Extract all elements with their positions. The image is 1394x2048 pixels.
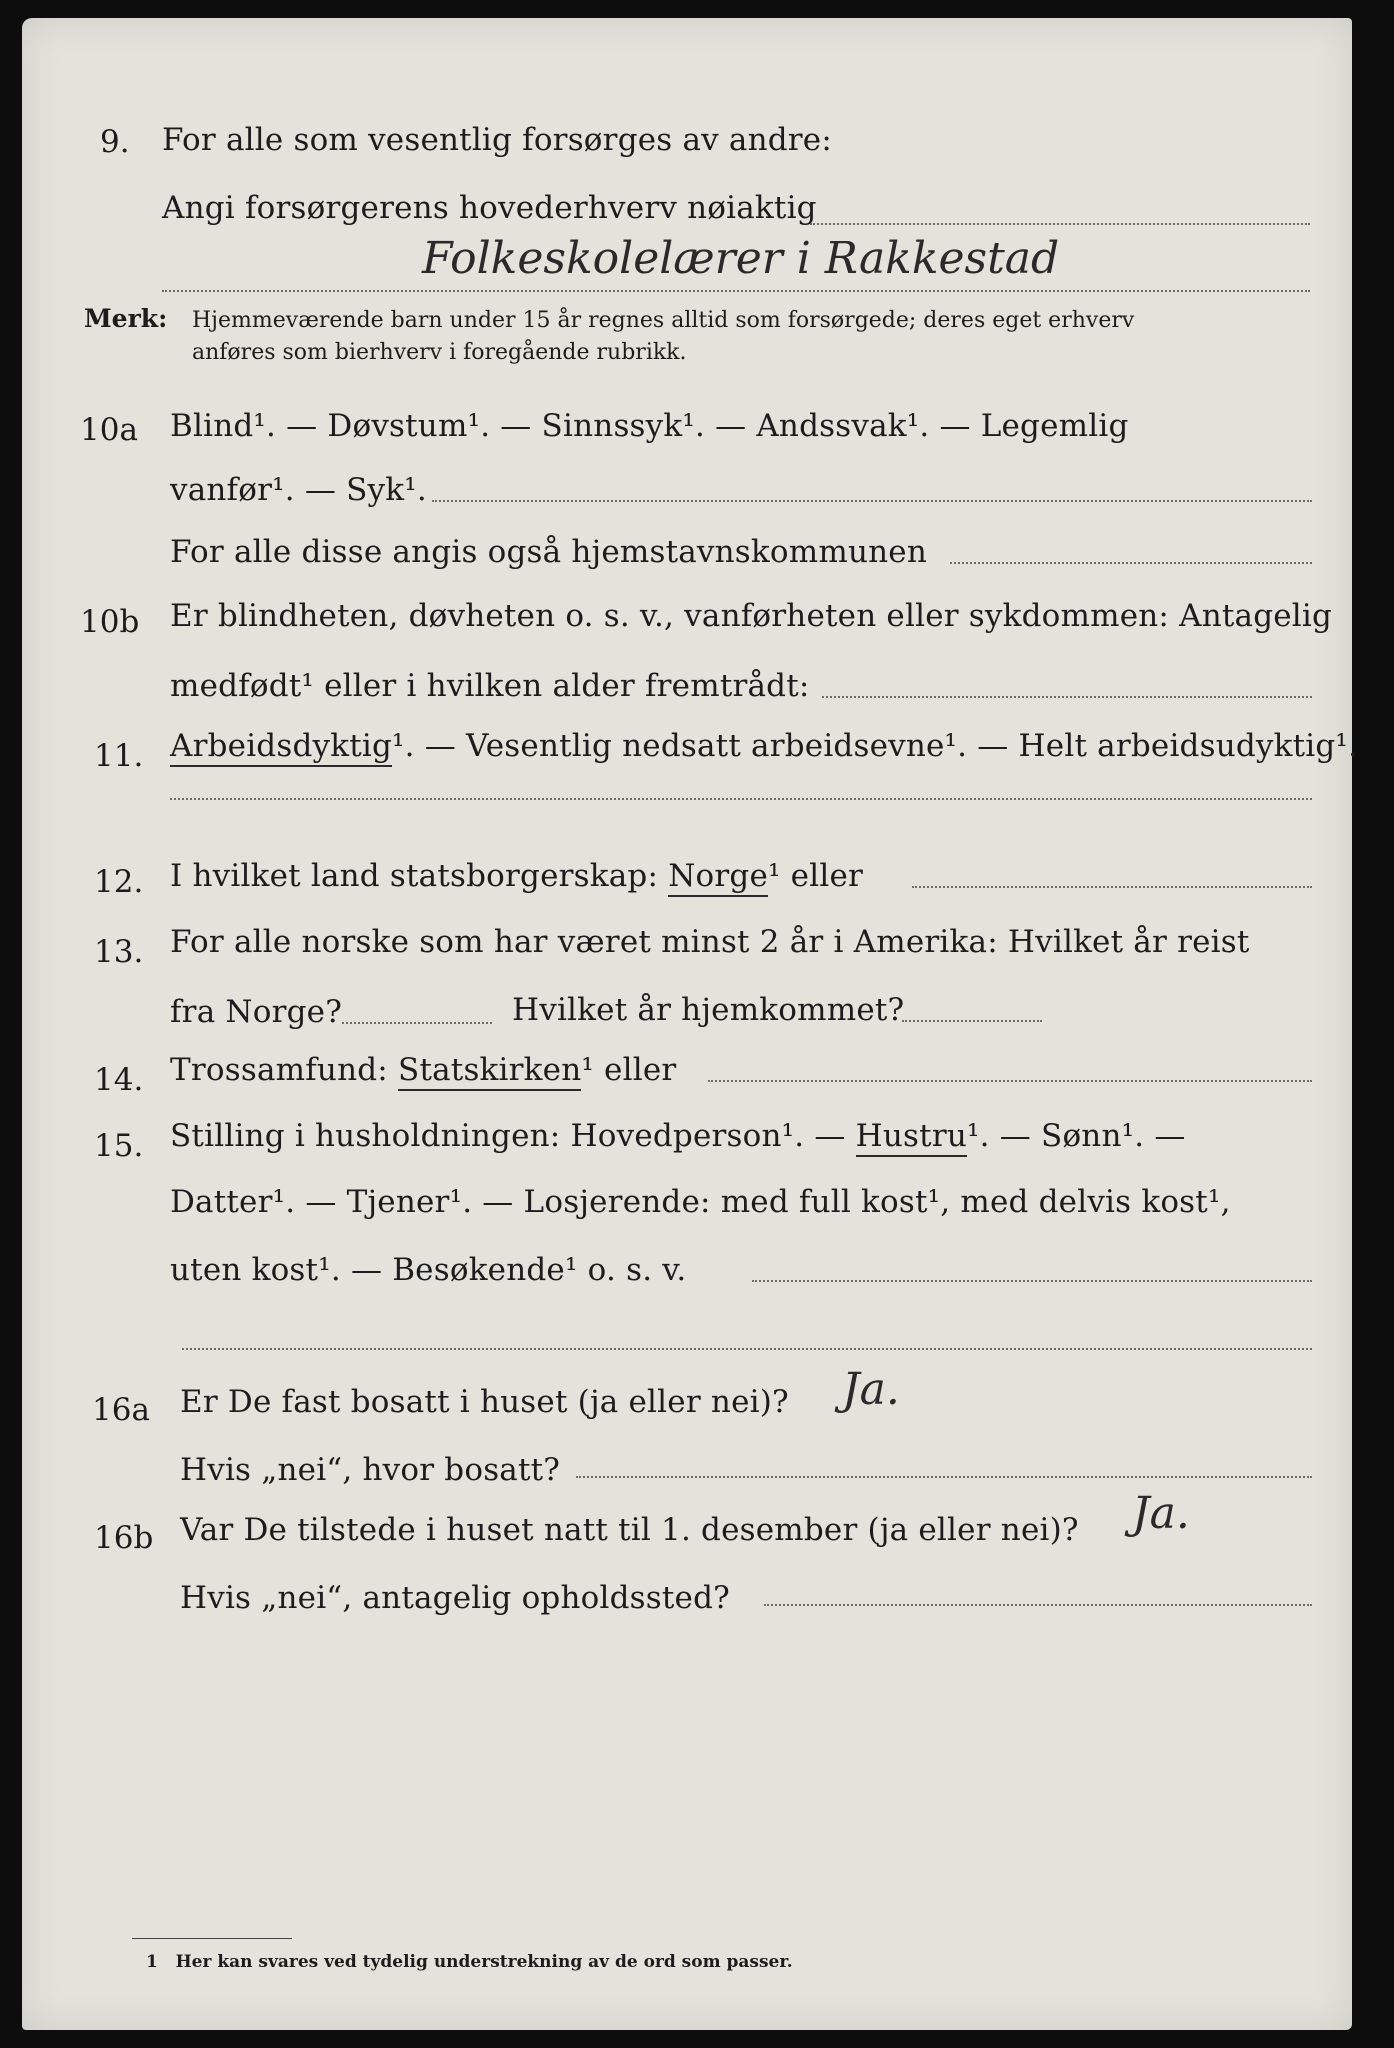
- q10a-line2-dots: [432, 500, 1312, 502]
- q10a-line1: Blind¹. — Døvstum¹. — Sinnssyk¹. — Andssvak¹. — Legemlig: [170, 408, 1129, 444]
- q10b-number: 10b: [80, 604, 140, 640]
- q14-selected-option: Statskirken: [398, 1052, 581, 1091]
- q15-answer-line: [182, 1348, 1312, 1350]
- q10a-line2: vanfør¹. — Syk¹.: [170, 472, 427, 508]
- q16a-line1: Er De fast bosatt i huset (ja eller nei)?: [180, 1384, 789, 1420]
- q11-answer-line: [170, 798, 1312, 800]
- q14-dots: [708, 1080, 1312, 1082]
- q12-selected-option: Norge: [668, 858, 768, 897]
- q15-line1-suffix: ¹. — Sønn¹. —: [967, 1118, 1186, 1154]
- q9-answer-dots: [810, 223, 1310, 225]
- q11-number: 11.: [94, 738, 144, 774]
- footnote-mark: 1: [146, 1952, 158, 1972]
- q15-selected-option: Hustru: [856, 1118, 967, 1157]
- q12-dots: [912, 886, 1312, 888]
- q13-line2b: Hvilket år hjemkommet?: [512, 992, 905, 1028]
- q13-year-right-dots: [902, 1020, 1042, 1022]
- q9-line2: Angi forsørgerens hovederhverv nøiaktig: [162, 190, 817, 226]
- q16b-line2-dots: [764, 1604, 1312, 1606]
- q10b-line1: Er blindheten, døvheten o. s. v., vanførheten eller sykdommen: Antagelig: [170, 598, 1333, 634]
- q14-prefix: Trossamfund:: [170, 1052, 388, 1088]
- q10a-number: 10a: [80, 412, 138, 448]
- q15-number: 15.: [94, 1128, 144, 1164]
- q11-line: [170, 728, 1358, 764]
- q14-line: [170, 1052, 676, 1088]
- q15-line3: uten kost¹. — Besøkende¹ o. s. v.: [170, 1252, 687, 1288]
- q13-number: 13.: [94, 934, 144, 970]
- q16b-number: 16b: [94, 1520, 154, 1556]
- census-form-page: [22, 18, 1359, 2030]
- q15-line2: Datter¹. — Tjener¹. — Losjerende: med full kost¹, med delvis kost¹,: [170, 1184, 1231, 1220]
- merk-line2: anføres som bierhverv i foregående rubrikk.: [192, 340, 687, 365]
- merk-label: Merk:: [84, 304, 168, 333]
- q14-suffix: ¹ eller: [581, 1052, 677, 1088]
- q13-year-left-dots: [342, 1022, 492, 1024]
- q10a-line3: For alle disse angis også hjemstavnskommunen: [170, 534, 927, 570]
- q16a-line2-dots: [576, 1476, 1312, 1478]
- q11-selected-option: Arbeidsdyktig: [170, 728, 392, 767]
- footnote: [146, 1952, 793, 1972]
- q16a-number: 16a: [92, 1392, 150, 1428]
- q15-line1-prefix: Stilling i husholdningen: Hovedperson¹. —: [170, 1118, 846, 1154]
- q14-number: 14.: [94, 1062, 144, 1098]
- q10a-line3-dots: [950, 562, 1312, 564]
- q15-line3-dots: [752, 1280, 1312, 1282]
- q10b-line2: medfødt¹ eller i hvilken alder fremtrådt:: [170, 668, 810, 704]
- q12-number: 12.: [94, 864, 144, 900]
- q15-line1: [170, 1118, 1186, 1154]
- q13-line2a: fra Norge?: [170, 994, 343, 1030]
- q12-suffix: ¹ eller: [768, 858, 864, 894]
- q11-rest: ¹. — Vesentlig nedsatt arbeidsevne¹. — Helt arbeidsudyktig¹.: [392, 728, 1359, 764]
- q13-line1: For alle norske som har været minst 2 år i Amerika: Hvilket år reist: [170, 924, 1250, 960]
- q9-answer-line: [162, 290, 1310, 292]
- q16b-handwritten-answer: Ja.: [1132, 1488, 1190, 1539]
- q16a-line2: Hvis „nei“, hvor bosatt?: [180, 1452, 561, 1488]
- q16b-line1: Var De tilstede i huset natt til 1. desember (ja eller nei)?: [180, 1512, 1079, 1548]
- q9-number: 9.: [100, 124, 130, 160]
- q10b-line2-dots: [822, 696, 1312, 698]
- merk-line1: Hjemmeværende barn under 15 år regnes alltid som forsørgede; deres eget erhverv: [192, 308, 1135, 333]
- q12-line: [170, 858, 863, 894]
- q12-prefix: I hvilket land statsborgerskap:: [170, 858, 659, 894]
- footnote-text: Her kan svares ved tydelig understrekning av de ord som passer.: [175, 1952, 793, 1972]
- q16b-line2: Hvis „nei“, antagelig opholdssted?: [180, 1580, 730, 1616]
- q16a-handwritten-answer: Ja.: [842, 1364, 900, 1415]
- q9-handwritten-answer: Folkeskolelærer i Rakkestad: [422, 233, 1060, 284]
- footnote-rule: [132, 1938, 292, 1939]
- q9-line1: For alle som vesentlig forsørges av andre:: [162, 122, 832, 158]
